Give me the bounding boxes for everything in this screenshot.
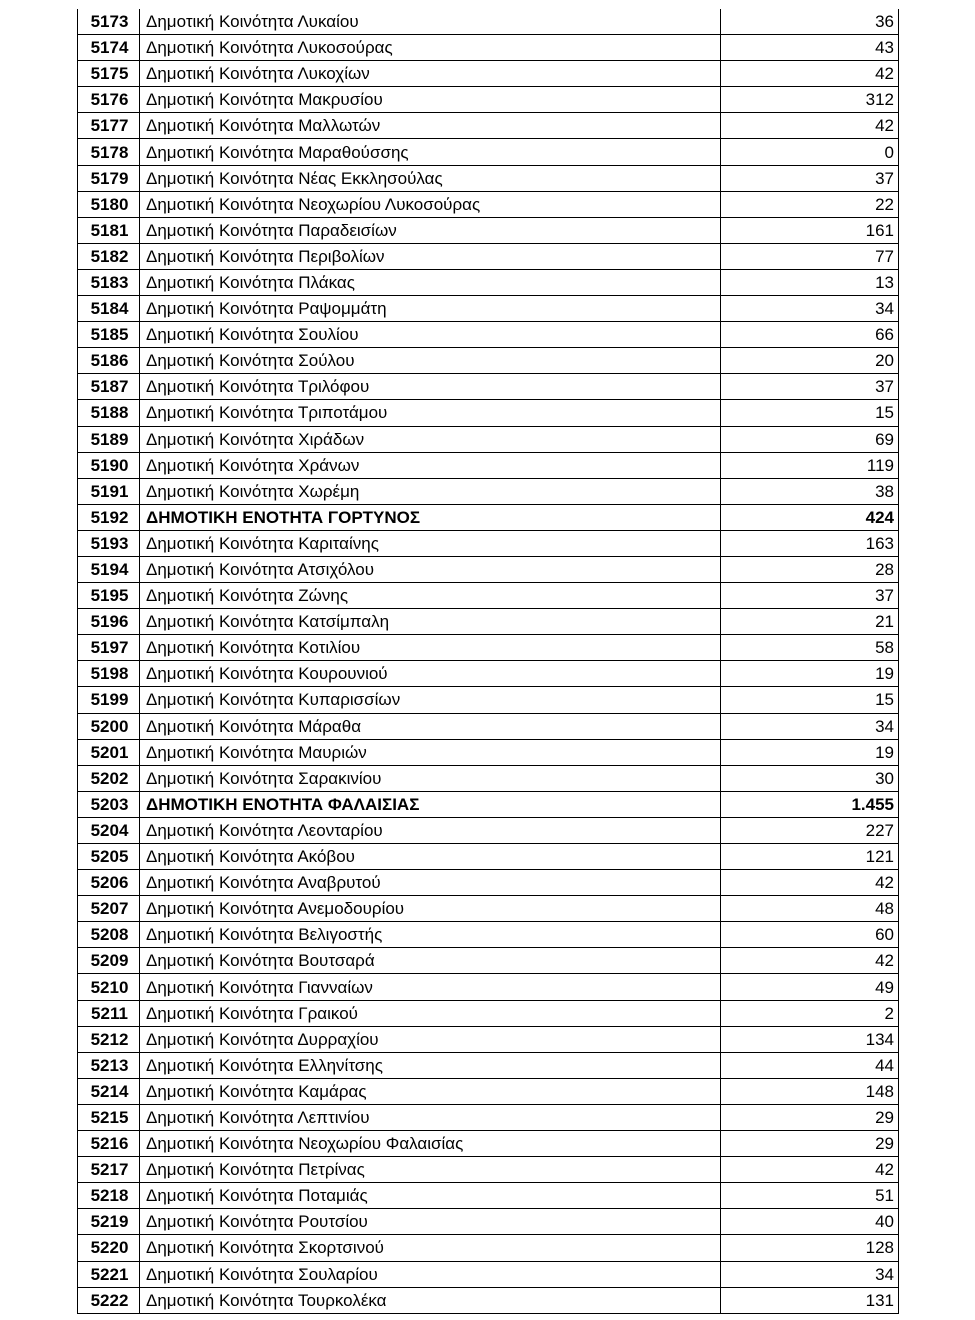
row-name: Δημοτική Κοινότητα Κουρουνιού <box>140 661 721 687</box>
row-name: Δημοτική Κοινότητα Ελληνίτσης <box>140 1052 721 1078</box>
row-name: Δημοτική Κοινότητα Λυκαίου <box>140 9 721 35</box>
row-name: Δημοτική Κοινότητα Λυκοχίων <box>140 61 721 87</box>
row-code: 5176 <box>78 87 140 113</box>
row-name: Δημοτική Κοινότητα Βουτσαρά <box>140 948 721 974</box>
table-row <box>78 165 899 191</box>
row-name: Δημοτική Κοινότητα Παραδεισίων <box>140 217 721 243</box>
row-value: 77 <box>721 243 899 269</box>
row-code: 5216 <box>78 1131 140 1157</box>
row-code: 5221 <box>78 1261 140 1287</box>
row-code: 5215 <box>78 1104 140 1130</box>
row-name: ΔΗΜΟΤΙΚΗ ΕΝΟΤΗΤΑ ΓΟΡΤΥΝΟΣ <box>140 504 721 530</box>
row-code: 5207 <box>78 896 140 922</box>
row-value: 37 <box>721 583 899 609</box>
row-name: Δημοτική Κοινότητα Κοτιλίου <box>140 635 721 661</box>
table-row <box>78 1183 899 1209</box>
table-row <box>78 1131 899 1157</box>
table-row <box>78 844 899 870</box>
row-code: 5179 <box>78 165 140 191</box>
table-row <box>78 583 899 609</box>
row-value: 34 <box>721 296 899 322</box>
row-name: Δημοτική Κοινότητα Σουλίου <box>140 322 721 348</box>
row-value: 424 <box>721 504 899 530</box>
row-code: 5193 <box>78 530 140 556</box>
row-name: Δημοτική Κοινότητα Περιβολίων <box>140 243 721 269</box>
table-row <box>78 61 899 87</box>
row-value: 0 <box>721 139 899 165</box>
row-name: Δημοτική Κοινότητα Ανεμοδουρίου <box>140 896 721 922</box>
row-name: Δημοτική Κοινότητα Ακόβου <box>140 844 721 870</box>
row-code: 5203 <box>78 791 140 817</box>
row-name: Δημοτική Κοινότητα Λεπτινίου <box>140 1104 721 1130</box>
row-name: Δημοτική Κοινότητα Δυρραχίου <box>140 1026 721 1052</box>
row-code: 5202 <box>78 765 140 791</box>
row-value: 21 <box>721 609 899 635</box>
row-value: 58 <box>721 635 899 661</box>
table-row <box>78 191 899 217</box>
row-name: Δημοτική Κοινότητα Καριταίνης <box>140 530 721 556</box>
row-value: 42 <box>721 113 899 139</box>
table-row <box>78 348 899 374</box>
row-name: Δημοτική Κοινότητα Ποταμιάς <box>140 1183 721 1209</box>
table-row <box>78 113 899 139</box>
table-row <box>78 452 899 478</box>
row-name: Δημοτική Κοινότητα Τριποτάμου <box>140 400 721 426</box>
table-row <box>78 217 899 243</box>
row-name: Δημοτική Κοινότητα Χιράδων <box>140 426 721 452</box>
row-value: 37 <box>721 374 899 400</box>
row-code: 5190 <box>78 452 140 478</box>
table-row <box>78 374 899 400</box>
row-name: Δημοτική Κοινότητα Πετρίνας <box>140 1157 721 1183</box>
row-name: Δημοτική Κοινότητα Κατσίμπαλη <box>140 609 721 635</box>
table-row <box>78 87 899 113</box>
row-value: 37 <box>721 165 899 191</box>
row-value: 19 <box>721 661 899 687</box>
row-name: Δημοτική Κοινότητα Τουρκολέκα <box>140 1287 721 1313</box>
row-code: 5177 <box>78 113 140 139</box>
table-row <box>78 1000 899 1026</box>
table-row <box>78 661 899 687</box>
row-code: 5206 <box>78 870 140 896</box>
row-code: 5185 <box>78 322 140 348</box>
row-value: 121 <box>721 844 899 870</box>
table-row <box>78 1104 899 1130</box>
row-value: 1.455 <box>721 791 899 817</box>
row-value: 163 <box>721 530 899 556</box>
row-code: 5220 <box>78 1235 140 1261</box>
row-value: 42 <box>721 61 899 87</box>
row-code: 5189 <box>78 426 140 452</box>
row-name: Δημοτική Κοινότητα Γραικού <box>140 1000 721 1026</box>
row-code: 5198 <box>78 661 140 687</box>
row-name: Δημοτική Κοινότητα Νεοχωρίου Φαλαισίας <box>140 1131 721 1157</box>
row-code: 5201 <box>78 739 140 765</box>
row-value: 38 <box>721 478 899 504</box>
row-value: 34 <box>721 1261 899 1287</box>
row-code: 5222 <box>78 1287 140 1313</box>
row-value: 44 <box>721 1052 899 1078</box>
row-code: 5186 <box>78 348 140 374</box>
row-code: 5192 <box>78 504 140 530</box>
row-value: 51 <box>721 1183 899 1209</box>
table-row <box>78 426 899 452</box>
row-code: 5181 <box>78 217 140 243</box>
row-name: Δημοτική Κοινότητα Σούλου <box>140 348 721 374</box>
row-name: Δημοτική Κοινότητα Μάραθα <box>140 713 721 739</box>
row-code: 5175 <box>78 61 140 87</box>
row-code: 5196 <box>78 609 140 635</box>
table-row <box>78 243 899 269</box>
table-row <box>78 139 899 165</box>
row-name: Δημοτική Κοινότητα Νέας Εκκλησούλας <box>140 165 721 191</box>
row-value: 34 <box>721 713 899 739</box>
table-row <box>78 817 899 843</box>
row-name: ΔΗΜΟΤΙΚΗ ΕΝΟΤΗΤΑ ΦΑΛΑΙΣΙΑΣ <box>140 791 721 817</box>
row-value: 66 <box>721 322 899 348</box>
row-name: Δημοτική Κοινότητα Ατσιχόλου <box>140 556 721 582</box>
table-row <box>78 1287 899 1313</box>
row-value: 148 <box>721 1078 899 1104</box>
table-row <box>78 687 899 713</box>
row-code: 5182 <box>78 243 140 269</box>
row-code: 5180 <box>78 191 140 217</box>
table-row <box>78 400 899 426</box>
row-value: 15 <box>721 400 899 426</box>
row-name: Δημοτική Κοινότητα Λεονταρίου <box>140 817 721 843</box>
row-name: Δημοτική Κοινότητα Ραψομμάτη <box>140 296 721 322</box>
row-code: 5188 <box>78 400 140 426</box>
table-row <box>78 765 899 791</box>
row-code: 5208 <box>78 922 140 948</box>
table-row <box>78 974 899 1000</box>
table-row <box>78 739 899 765</box>
row-value: 48 <box>721 896 899 922</box>
row-name: Δημοτική Κοινότητα Τριλόφου <box>140 374 721 400</box>
row-value: 30 <box>721 765 899 791</box>
table-row <box>78 35 899 61</box>
table-row <box>78 478 899 504</box>
row-name: Δημοτική Κοινότητα Χράνων <box>140 452 721 478</box>
row-value: 20 <box>721 348 899 374</box>
row-value: 42 <box>721 870 899 896</box>
row-value: 69 <box>721 426 899 452</box>
row-code: 5184 <box>78 296 140 322</box>
row-value: 15 <box>721 687 899 713</box>
row-name: Δημοτική Κοινότητα Λυκοσούρας <box>140 35 721 61</box>
table-row <box>78 9 899 35</box>
row-value: 49 <box>721 974 899 1000</box>
table-body <box>78 9 899 1313</box>
row-code: 5218 <box>78 1183 140 1209</box>
row-name: Δημοτική Κοινότητα Μακρυσίου <box>140 87 721 113</box>
row-name: Δημοτική Κοινότητα Αναβρυτού <box>140 870 721 896</box>
row-value: 2 <box>721 1000 899 1026</box>
table-row <box>78 609 899 635</box>
document-page <box>77 9 899 1314</box>
table-row <box>78 1235 899 1261</box>
table-row <box>78 948 899 974</box>
table-row <box>78 922 899 948</box>
row-value: 119 <box>721 452 899 478</box>
row-value: 131 <box>721 1287 899 1313</box>
row-name: Δημοτική Κοινότητα Βελιγοστής <box>140 922 721 948</box>
row-value: 29 <box>721 1104 899 1130</box>
row-name: Δημοτική Κοινότητα Γιανναίων <box>140 974 721 1000</box>
table-row <box>78 1078 899 1104</box>
row-value: 28 <box>721 556 899 582</box>
row-value: 29 <box>721 1131 899 1157</box>
row-code: 5187 <box>78 374 140 400</box>
row-value: 60 <box>721 922 899 948</box>
row-value: 22 <box>721 191 899 217</box>
table-row <box>78 322 899 348</box>
row-value: 40 <box>721 1209 899 1235</box>
row-name: Δημοτική Κοινότητα Ζώνης <box>140 583 721 609</box>
table-row <box>78 504 899 530</box>
row-code: 5191 <box>78 478 140 504</box>
table-row <box>78 896 899 922</box>
row-code: 5173 <box>78 9 140 35</box>
row-code: 5195 <box>78 583 140 609</box>
table-row <box>78 635 899 661</box>
row-name: Δημοτική Κοινότητα Ρουτσίου <box>140 1209 721 1235</box>
row-name: Δημοτική Κοινότητα Μαλλωτών <box>140 113 721 139</box>
row-code: 5200 <box>78 713 140 739</box>
table-row <box>78 791 899 817</box>
table-row <box>78 713 899 739</box>
table-row <box>78 269 899 295</box>
row-code: 5197 <box>78 635 140 661</box>
row-value: 36 <box>721 9 899 35</box>
table-row <box>78 1261 899 1287</box>
row-code: 5204 <box>78 817 140 843</box>
row-name: Δημοτική Κοινότητα Πλάκας <box>140 269 721 295</box>
row-code: 5213 <box>78 1052 140 1078</box>
row-code: 5199 <box>78 687 140 713</box>
row-code: 5183 <box>78 269 140 295</box>
row-value: 161 <box>721 217 899 243</box>
row-name: Δημοτική Κοινότητα Μαυριών <box>140 739 721 765</box>
row-code: 5209 <box>78 948 140 974</box>
row-value: 13 <box>721 269 899 295</box>
row-name: Δημοτική Κοινότητα Σκορτσινού <box>140 1235 721 1261</box>
table-row <box>78 530 899 556</box>
row-value: 42 <box>721 1157 899 1183</box>
data-table <box>77 9 899 1314</box>
row-name: Δημοτική Κοινότητα Καμάρας <box>140 1078 721 1104</box>
table-row <box>78 1209 899 1235</box>
row-code: 5212 <box>78 1026 140 1052</box>
row-name: Δημοτική Κοινότητα Χωρέμη <box>140 478 721 504</box>
row-name: Δημοτική Κοινότητα Σουλαρίου <box>140 1261 721 1287</box>
row-code: 5205 <box>78 844 140 870</box>
row-code: 5219 <box>78 1209 140 1235</box>
row-code: 5178 <box>78 139 140 165</box>
row-code: 5217 <box>78 1157 140 1183</box>
row-name: Δημοτική Κοινότητα Νεοχωρίου Λυκοσούρας <box>140 191 721 217</box>
row-value: 312 <box>721 87 899 113</box>
row-code: 5174 <box>78 35 140 61</box>
row-value: 19 <box>721 739 899 765</box>
row-value: 42 <box>721 948 899 974</box>
row-name: Δημοτική Κοινότητα Κυπαρισσίων <box>140 687 721 713</box>
row-value: 227 <box>721 817 899 843</box>
row-name: Δημοτική Κοινότητα Σαρακινίου <box>140 765 721 791</box>
row-name: Δημοτική Κοινότητα Μαραθούσσης <box>140 139 721 165</box>
row-code: 5211 <box>78 1000 140 1026</box>
row-value: 43 <box>721 35 899 61</box>
table-row <box>78 1157 899 1183</box>
row-value: 134 <box>721 1026 899 1052</box>
table-row <box>78 1026 899 1052</box>
row-value: 128 <box>721 1235 899 1261</box>
row-code: 5214 <box>78 1078 140 1104</box>
table-row <box>78 556 899 582</box>
row-code: 5210 <box>78 974 140 1000</box>
table-row <box>78 870 899 896</box>
row-code: 5194 <box>78 556 140 582</box>
table-row <box>78 296 899 322</box>
table-row <box>78 1052 899 1078</box>
